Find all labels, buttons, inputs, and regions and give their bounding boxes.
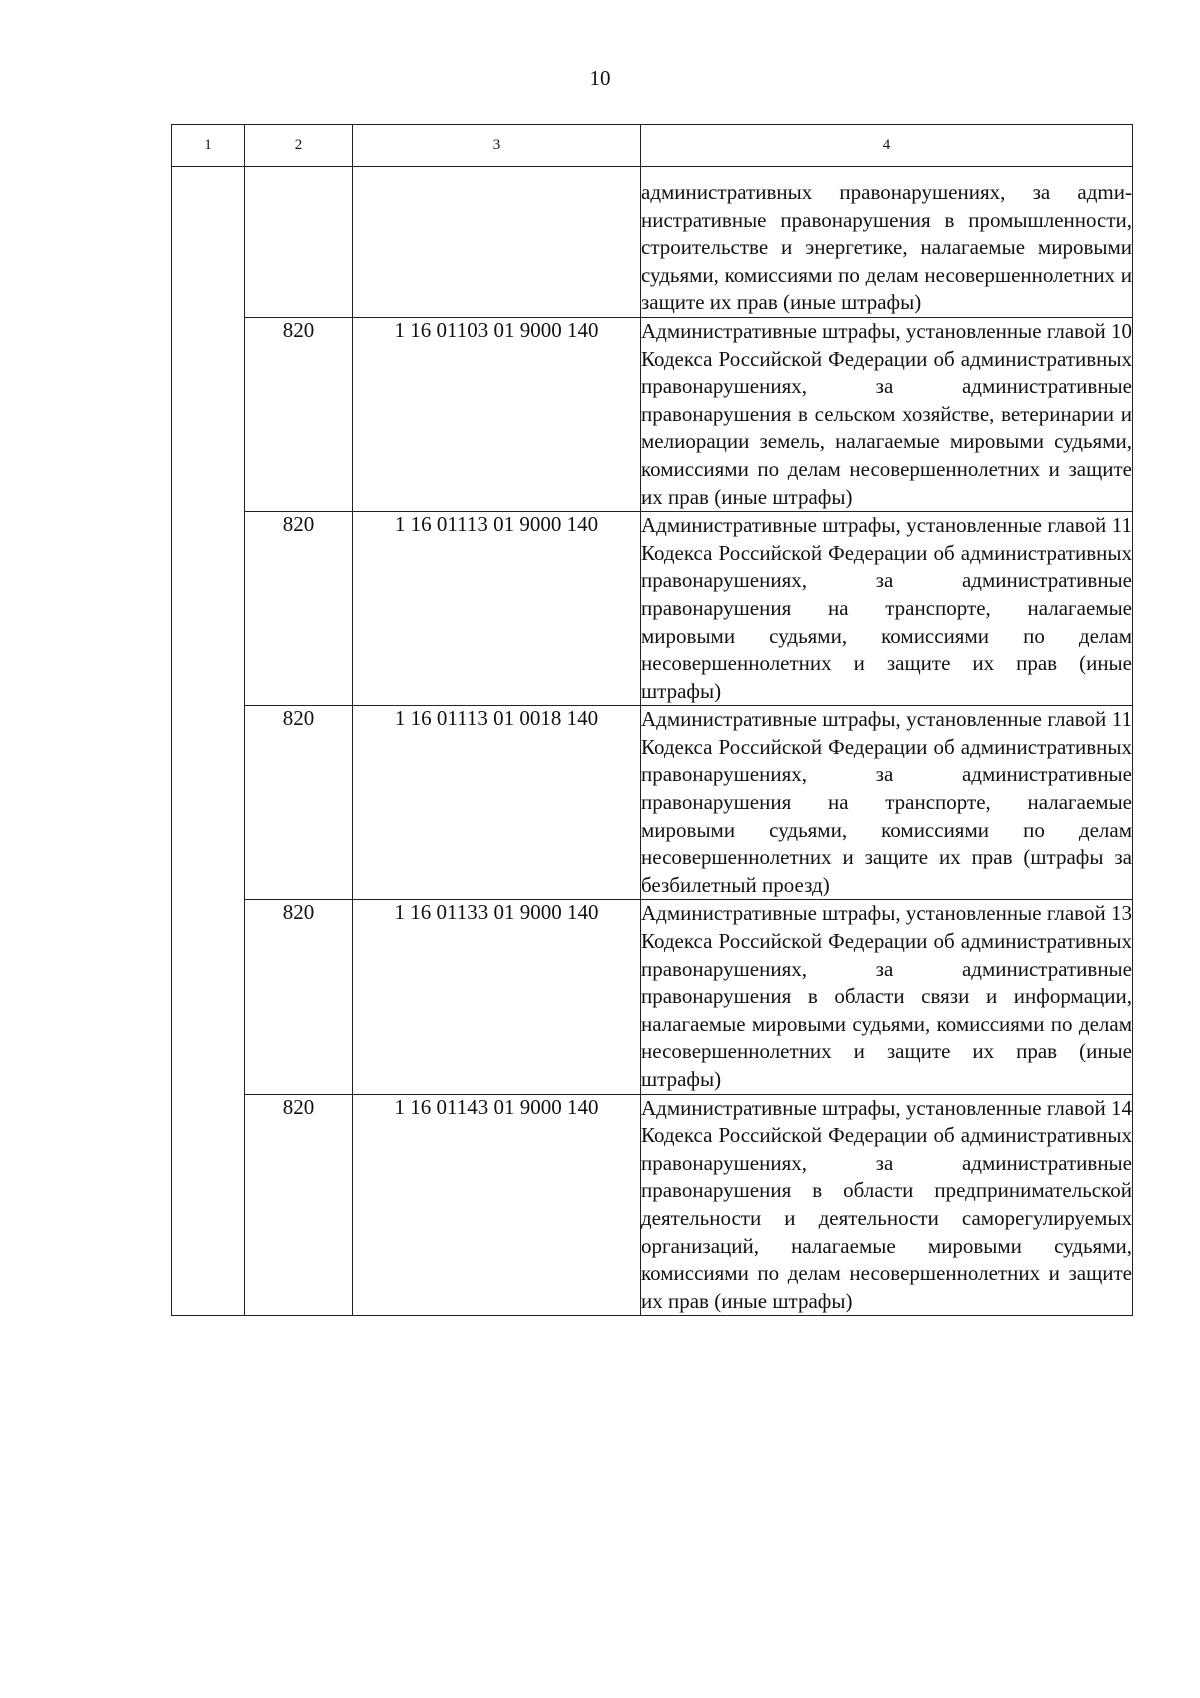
table-row — [172, 167, 1133, 318]
cell-admin-code — [245, 167, 353, 318]
table-row — [172, 706, 1133, 900]
budget-codes-table — [171, 124, 1133, 1316]
header-col-4: 4 — [641, 125, 1133, 167]
cell-budget-code: 1 16 01113 01 9000 140 — [353, 512, 641, 706]
cell-budget-code: 1 16 01113 01 0018 140 — [353, 706, 641, 900]
col-1-merged-cell — [172, 167, 245, 1316]
cell-admin-code: 820 — [245, 512, 353, 706]
header-col-3: 3 — [353, 125, 641, 167]
table-header-row — [172, 125, 1133, 167]
page-number: 10 — [589, 66, 611, 90]
cell-description: Административные штрафы, установленные главой 13 Кодекса Российской Федерации об административных правонарушениях, за административные правонарушения в области связи и информации, налагаемые мировыми судьями, комиссиями по делам несовершеннолетних и защите их прав (иные штрафы) — [641, 900, 1133, 1094]
cell-admin-code: 820 — [245, 1094, 353, 1316]
table-row — [172, 900, 1133, 1094]
cell-budget-code — [353, 167, 641, 318]
cell-description: Административные штрафы, установленные главой 10 Кодекса Российской Федерации об административных правонарушениях, за административные правонарушения в сельском хозяйстве, ветеринарии и мелиорации земель, налагаемые мировыми судьями, комиссиями по делам несовершеннолетних и защите их прав (иные штрафы) — [641, 317, 1133, 511]
cell-description: Административные штрафы, установленные главой 11 Кодекса Российской Федерации об административных правонарушениях, за административные правонарушения на транспорте, налагаемые мировыми судьями, комиссиями по делам несовершеннолетних и защите их прав (штрафы за безбилетный проезд) — [641, 706, 1133, 900]
cell-description: Административные штрафы, установленные главой 14 Кодекса Российской Федерации об административных правонарушениях, за административные правонарушения в области предпринимательской деятельности и деятельности саморегулируемых организаций, налагаемые мировыми судьями, комиссиями по делам несовершеннолетних и защите их прав (иные штрафы) — [641, 1094, 1133, 1316]
cell-budget-code: 1 16 01103 01 9000 140 — [353, 317, 641, 511]
cell-budget-code: 1 16 01143 01 9000 140 — [353, 1094, 641, 1316]
table-row — [172, 317, 1133, 511]
table-row — [172, 1094, 1133, 1316]
table-row — [172, 512, 1133, 706]
header-col-2: 2 — [245, 125, 353, 167]
cell-budget-code: 1 16 01133 01 9000 140 — [353, 900, 641, 1094]
cell-admin-code: 820 — [245, 706, 353, 900]
cell-description: Административные штрафы, установленные главой 11 Кодекса Российской Федерации об административных правонарушениях, за административные правонарушения на транспорте, налагаемые мировыми судьями, комиссиями по делам несовершеннолетних и защите их прав (иные штрафы) — [641, 512, 1133, 706]
header-col-1: 1 — [172, 125, 245, 167]
cell-admin-code: 820 — [245, 317, 353, 511]
cell-description: административных правонарушениях, за адmинистративные правонарушения в промышленности, строительстве и энергетике, налагаемые мировыми судьями, комиссиями по делам несовершеннолетних и защите их прав (иные штрафы) — [641, 167, 1133, 318]
cell-admin-code: 820 — [245, 900, 353, 1094]
